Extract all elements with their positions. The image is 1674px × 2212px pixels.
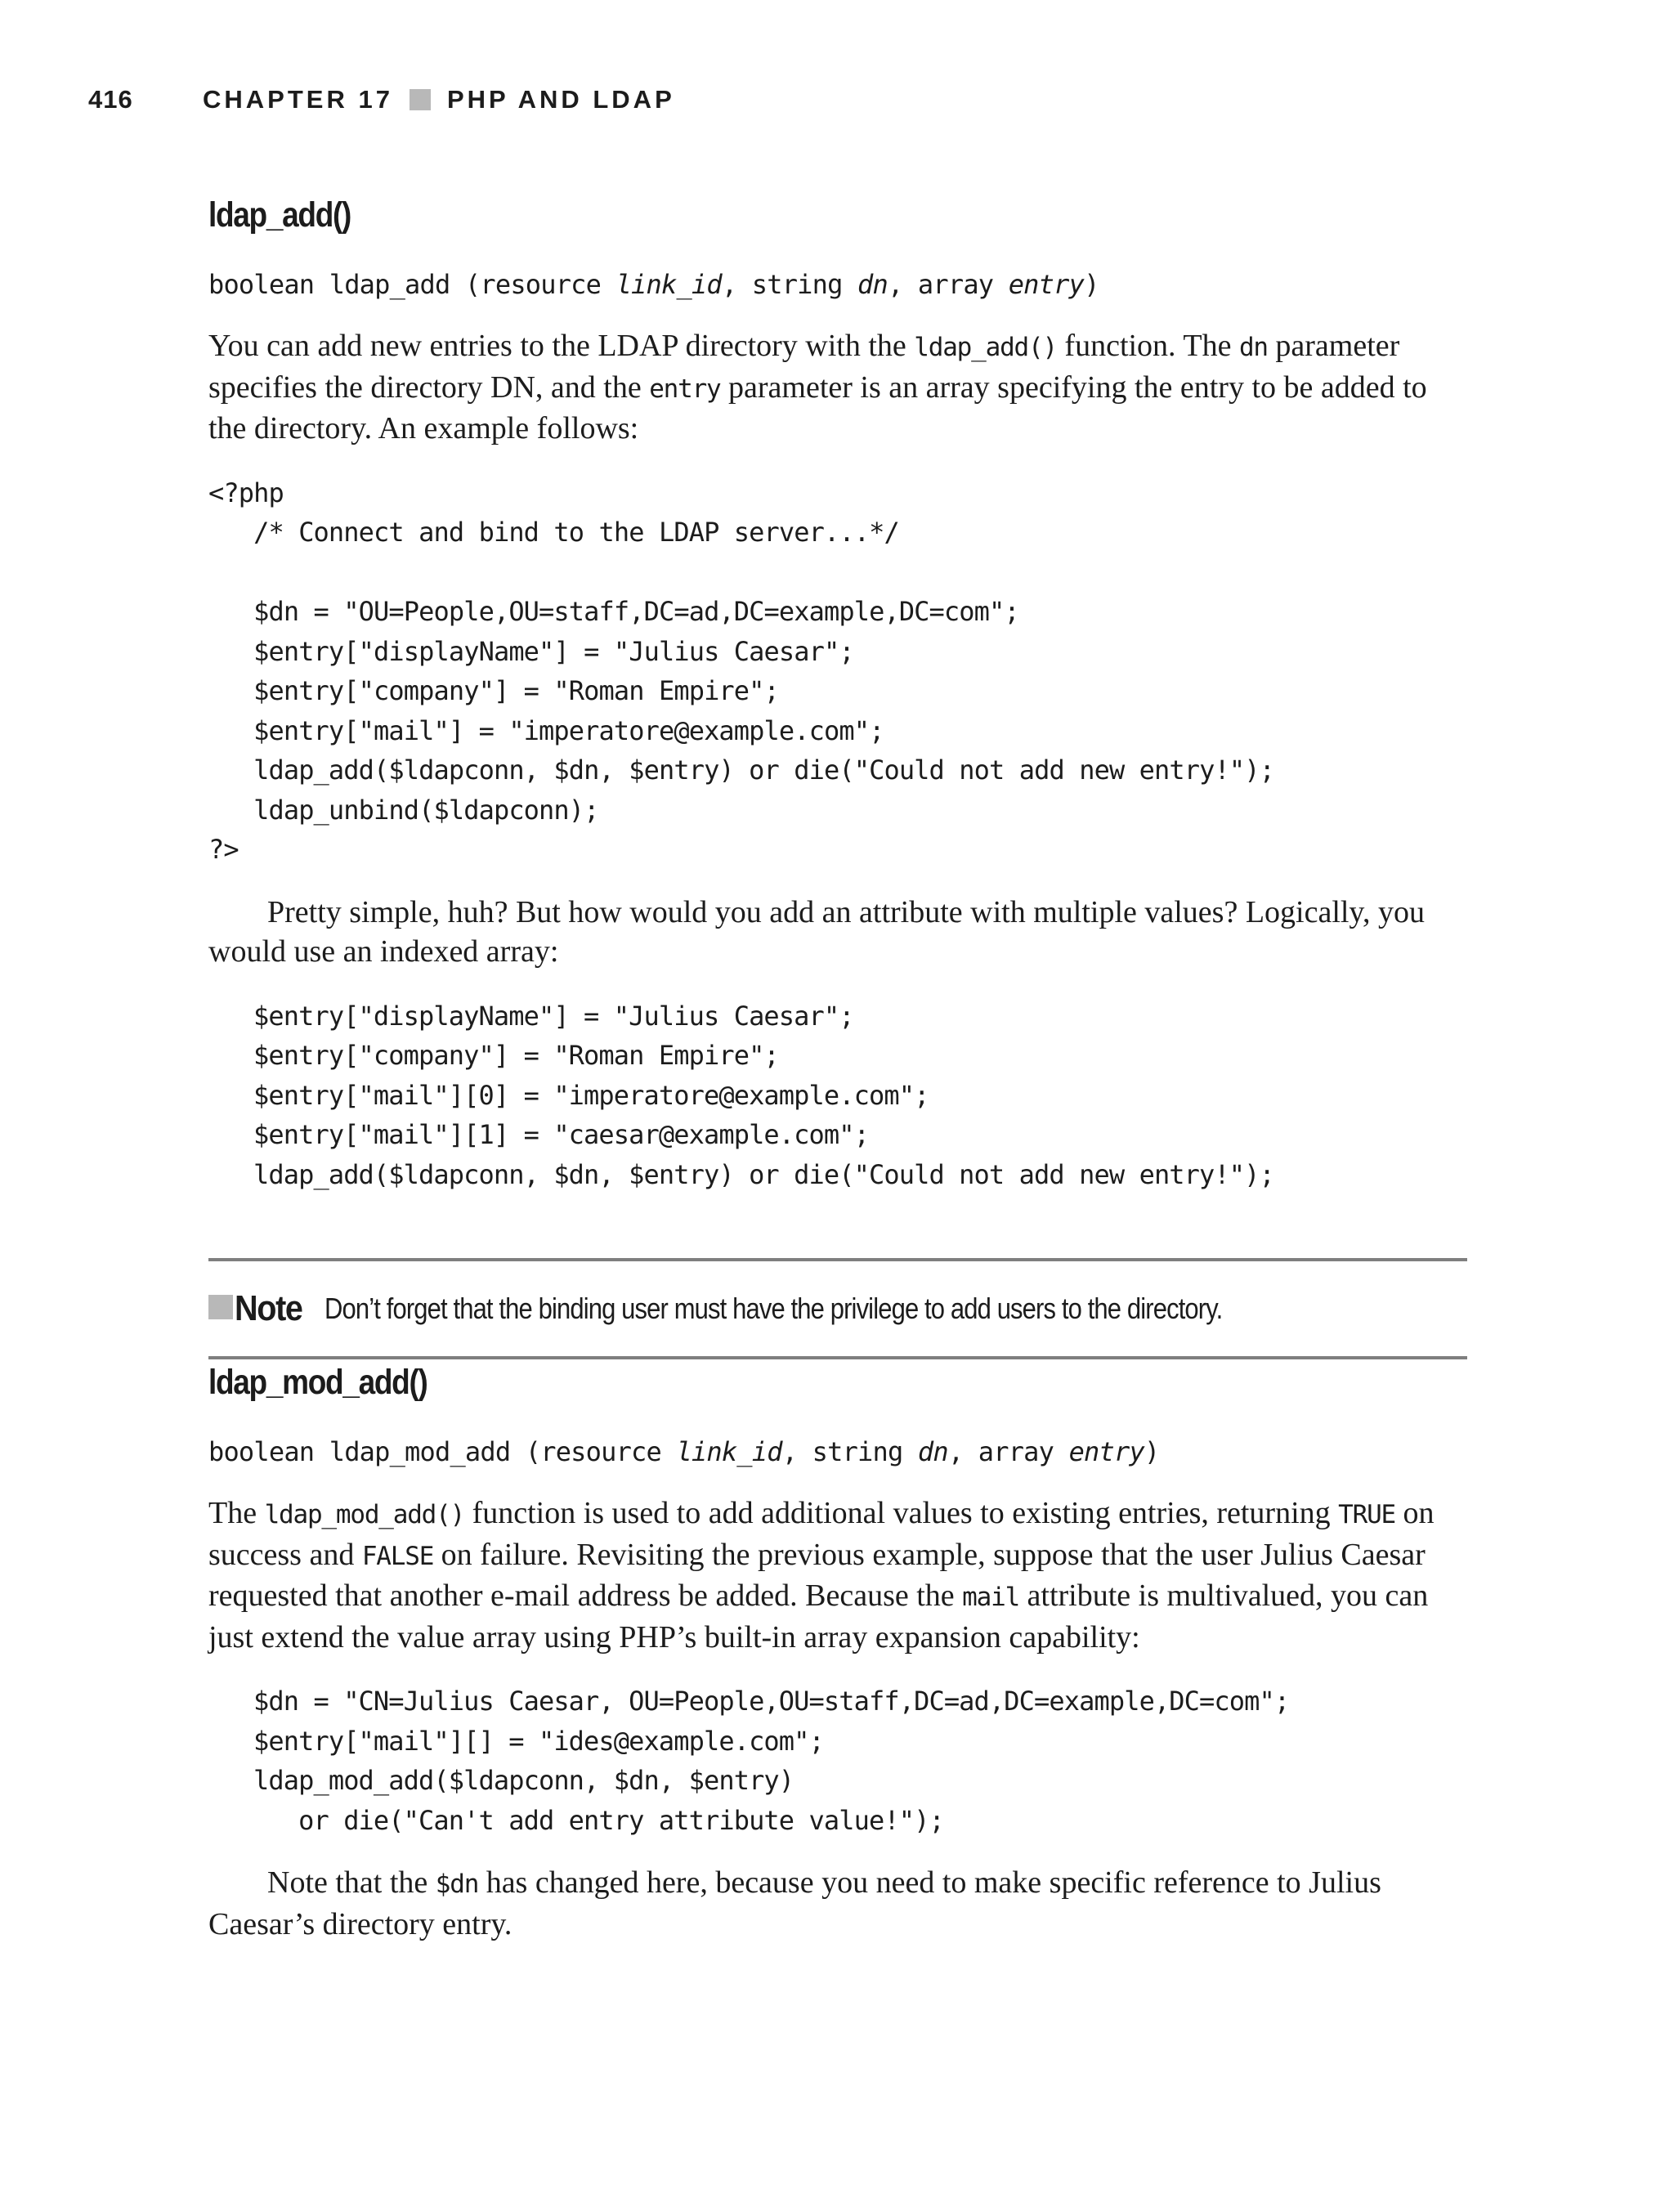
signature-text: ): [1084, 269, 1099, 300]
paragraph-text: Note that the: [267, 1865, 436, 1900]
signature-text: , array: [887, 269, 1009, 300]
code-block-ldap-add-example: <?php /* Connect and bind to the LDAP server...*/ $dn = "OU=People,OU=staff,DC=ad,DC=example,DC=com"; $entry["displayName"] = "Julius Caesar"; $entry["company"] = "Roman Empire"; $entry["mail"] = "imperatore@example.com"; ldap_add($ldapconn, $dn, $entry) or die("Could not add new entry!"); ldap_unbind($ldapconn); ?>: [208, 477, 1274, 865]
inline-code: ldap_mod_add(): [264, 1500, 465, 1529]
paragraph-text: on success and: [208, 1496, 1435, 1572]
code-block-ldap-mod-add-example: $dn = "CN=Julius Caesar, OU=People,OU=staff,DC=ad,DC=example,DC=com"; $entry["mail"][] = "ides@example.com"; ldap_mod_add($ldapconn, $dn, $entry) or die("Can't add entry attribute value!");: [253, 1686, 1290, 1836]
signature-text: boolean ldap_mod_add (resource: [208, 1436, 677, 1467]
signature-param: link_id: [615, 269, 722, 300]
paragraph-text: has changed here, because you need to make specific reference to Julius Caesar’s directory entry.: [208, 1865, 1381, 1941]
signature-text: , string: [721, 269, 858, 300]
chapter-separator-square-icon: [410, 89, 431, 110]
inline-code: FALSE: [361, 1541, 434, 1571]
paragraph-text: You can add new entries to the LDAP directory with the: [208, 329, 915, 363]
inline-code: mail: [962, 1583, 1020, 1612]
inline-code: $dn: [435, 1869, 479, 1899]
note-label: Note: [235, 1288, 302, 1328]
paragraph-dn-changed: [208, 1863, 1467, 1944]
signature-text: boolean ldap_add (resource: [208, 269, 616, 300]
note-box: [208, 1258, 1467, 1359]
signature-param: dn: [917, 1436, 948, 1467]
paragraph-text: parameter specifies the directory DN, and the: [208, 329, 1400, 405]
signature-text: , string: [781, 1436, 918, 1467]
signature-param: entry: [1068, 1436, 1144, 1467]
paragraph-text: The: [208, 1496, 265, 1530]
paragraph-text: function is used to add additional values to existing entries, returning: [464, 1496, 1339, 1530]
signature-param: entry: [1008, 269, 1085, 300]
note-text: Don’t forget that the binding user must have the privilege to add users to the directory.: [324, 1292, 1223, 1325]
signature-text: ): [1144, 1436, 1160, 1467]
inline-code: ldap_add(): [914, 333, 1057, 362]
chapter-number: CHAPTER 17: [203, 85, 393, 114]
paragraph-text: function. The: [1056, 329, 1239, 363]
paragraph-text: attribute is multivalued, you can just extend the value array using PHP’s built-in array expansion capability:: [208, 1578, 1429, 1655]
section-heading-ldap-mod-add: ldap_mod_add(): [208, 1363, 427, 1402]
page-content: [208, 192, 1467, 1944]
signature-param: link_id: [676, 1436, 782, 1467]
page-number: 416: [88, 85, 133, 114]
signature-param: dn: [857, 269, 888, 300]
note-square-icon: [208, 1295, 233, 1319]
paragraph-text: parameter is an array specifying the entry to be added to the directory. An example follows:: [208, 369, 1427, 446]
running-head: [88, 82, 675, 118]
paragraph-text: on failure. Revisiting the previous example, suppose that the user Julius Caesar requested that another e-mail address be added. Because the: [208, 1537, 1426, 1613]
chapter-title: PHP AND LDAP: [446, 85, 675, 114]
inline-code: entry: [649, 374, 721, 404]
section-heading-ldap-add: ldap_add(): [208, 195, 351, 235]
code-block-indexed-array: $entry["displayName"] = "Julius Caesar"; $entry["company"] = "Roman Empire"; $entry["mail"][0] = "imperatore@example.com"; $entry["mail"][1] = "caesar@example.com"; ldap_add($ldapconn, $dn, $entry) or die("Could not add new entry!");: [253, 1000, 1274, 1190]
function-signature-ldap-add: [208, 266, 1467, 303]
paragraph-ldap-add-intro: [208, 326, 1467, 449]
function-signature-ldap-mod-add: [208, 1433, 1467, 1471]
paragraph-ldap-mod-add-intro: [208, 1493, 1467, 1657]
signature-text: , array: [947, 1436, 1069, 1467]
inline-code: dn: [1238, 333, 1268, 362]
paragraph-multiple-values: Pretty simple, huh? But how would you add an attribute with multiple values? Logically, you would use an indexed array:: [208, 894, 1425, 969]
inline-code: TRUE: [1338, 1500, 1396, 1529]
